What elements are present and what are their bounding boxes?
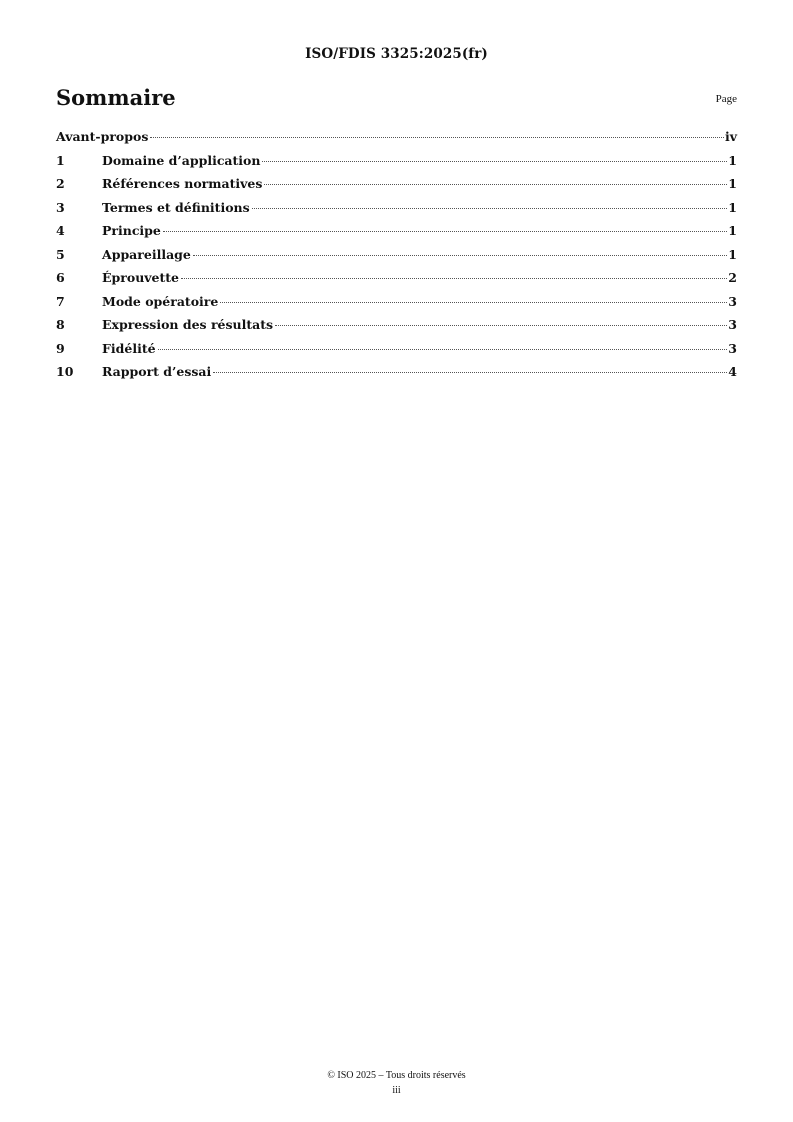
toc-entry-label: Éprouvette: [102, 270, 179, 285]
toc-entry-label: Termes et définitions: [102, 199, 250, 215]
toc-entry-page: 1: [728, 199, 737, 215]
toc-entry-number: 1: [56, 152, 65, 168]
table-of-contents: [56, 129, 737, 388]
page-footer: [0, 1068, 793, 1098]
toc-entry-number: 3: [56, 199, 65, 215]
toc-dot-leader: [150, 136, 724, 138]
toc-entry-2[interactable]: [56, 176, 737, 200]
toc-entry-page: 3: [728, 293, 737, 309]
toc-entry-label: Expression des résultats: [102, 317, 274, 332]
toc-dot-leader: [213, 371, 727, 373]
toc-dot-leader: [181, 277, 727, 279]
toc-entry-label: Appareillage: [102, 246, 191, 262]
toc-dot-leader: [252, 207, 728, 209]
page-column-label: Page: [715, 93, 737, 105]
toc-entry-label: Principe: [102, 223, 161, 238]
toc-entry-label: Mode opératoire: [102, 293, 219, 309]
toc-entry-number: 8: [56, 317, 65, 332]
page-number: iii: [392, 1085, 401, 1096]
toc-dot-leader: [262, 160, 727, 162]
toc-entry-number: 6: [56, 270, 65, 285]
toc-entry-page: 4: [728, 364, 737, 379]
toc-dot-leader: [275, 324, 727, 326]
toc-dot-leader: [220, 301, 727, 303]
toc-entry-label: Fidélité: [102, 340, 156, 356]
toc-entry-label: Références normatives: [102, 176, 263, 191]
toc-dot-leader: [264, 183, 727, 185]
toc-entry-page: 1: [728, 223, 737, 238]
toc-entry-1[interactable]: [56, 153, 737, 177]
toc-entry-number: 9: [56, 340, 65, 356]
toc-entry-8[interactable]: [56, 317, 737, 341]
toc-dot-leader: [163, 230, 727, 232]
toc-entry-number: 4: [56, 223, 65, 238]
toc-entry-label: Avant-propos: [56, 129, 149, 144]
toc-entry-4[interactable]: [56, 223, 737, 247]
toc-entry-number: 10: [56, 364, 74, 379]
toc-entry-avant-propos[interactable]: [56, 129, 737, 153]
copyright-notice: © ISO 2025 – Tous droits réservés: [327, 1070, 466, 1081]
toc-entry-page: 1: [728, 152, 737, 168]
document-id-header: ISO/FDIS 3325:2025(fr): [305, 46, 488, 62]
toc-entry-number: 2: [56, 176, 65, 191]
toc-entry-label: Domaine d’application: [102, 152, 261, 168]
page-title: Sommaire: [56, 85, 176, 110]
toc-entry-page: 1: [728, 176, 737, 191]
toc-entry-page: 2: [728, 270, 737, 285]
toc-dot-leader: [193, 254, 727, 256]
title-row: [56, 85, 737, 115]
toc-entry-10[interactable]: [56, 364, 737, 388]
toc-entry-page: 3: [728, 317, 737, 332]
toc-entry-page: 3: [728, 340, 737, 356]
toc-entry-5[interactable]: [56, 247, 737, 271]
toc-dot-leader: [158, 348, 728, 350]
toc-entry-page: 1: [728, 246, 737, 262]
toc-entry-number: 5: [56, 246, 65, 262]
toc-entry-page: iv: [724, 129, 737, 144]
toc-entry-number: 7: [56, 293, 65, 309]
toc-entry-6[interactable]: [56, 270, 737, 294]
toc-entry-3[interactable]: [56, 200, 737, 224]
toc-entry-7[interactable]: [56, 294, 737, 318]
toc-entry-label: Rapport d’essai: [102, 364, 212, 379]
toc-entry-9[interactable]: [56, 341, 737, 365]
